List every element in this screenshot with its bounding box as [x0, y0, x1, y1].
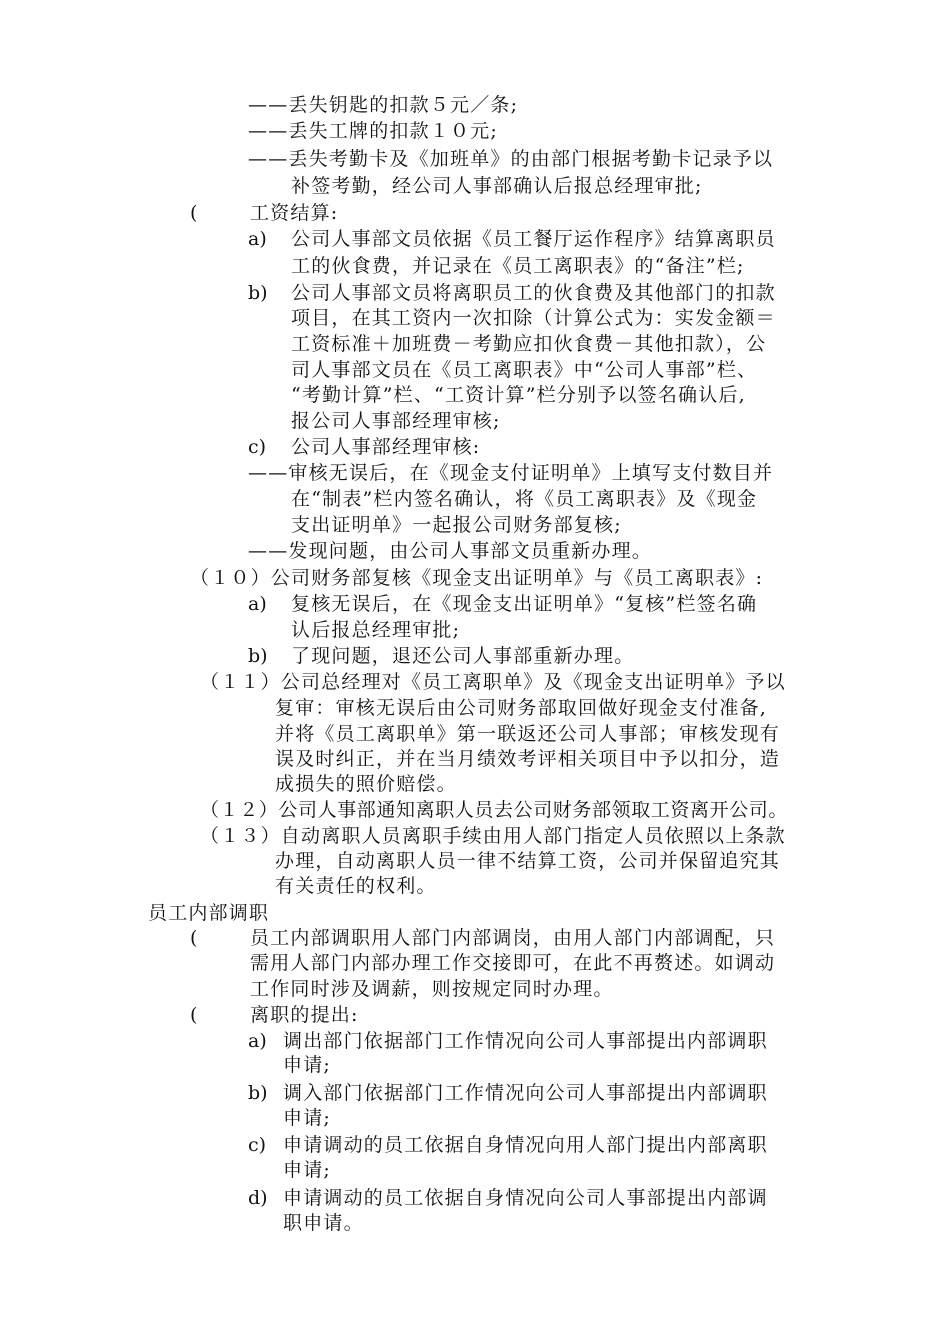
text-line: 工资标准＋加班费－考勤应扣伙食费－其他扣款），公 [291, 333, 767, 355]
list-marker: ( [190, 202, 198, 224]
text-line: ——丢失工牌的扣款１０元; [248, 120, 499, 142]
numbered-item: （１１）公司总经理对《员工离职单》及《现金支出证明单》予以 [200, 671, 786, 693]
text-line: ——发现问题，由公司人事部文员重新办理。 [248, 540, 653, 562]
text-line: 并将《员工离职单》第一联返还公司人事部；审核发现有 [275, 723, 781, 745]
list-marker: a) [248, 593, 267, 615]
text-line: 申请; [283, 1159, 332, 1181]
list-marker: d) [248, 1187, 268, 1209]
text-line: 调入部门依据部门工作情况向公司人事部提出内部调职 [283, 1082, 768, 1104]
text-line: ——丢失钥匙的扣款５元／条; [248, 94, 519, 116]
text-line: 工的伙食费，并记录在《员工离职表》的“备注”栏; [291, 255, 745, 277]
text-line: 公司人事部文员将离职员工的伙食费及其他部门的扣款 [291, 282, 776, 304]
list-marker: b) [248, 1082, 268, 1104]
text-line: 了现问题，退还公司人事部重新办理。 [291, 645, 635, 667]
text-line: 公司人事部经理审核: [291, 436, 481, 458]
numbered-item: （１０）公司财务部复核《现金支出证明单》与《员工离职表》: [190, 567, 764, 589]
section-heading: 工资结算: [250, 202, 339, 224]
numbered-item: （１３）自动离职人员离职手续由用人部门指定人员依照以上条款 [200, 825, 786, 847]
text-line: 职申请。 [283, 1212, 364, 1234]
text-line: 复审：审核无误后由公司财务部取回做好现金支付准备, [275, 697, 768, 719]
text-line: 复核无误后，在《现金支出证明单》“复核”栏签名确 [291, 593, 758, 615]
text-line: 成损失的照价赔偿。 [275, 773, 457, 795]
text-line: 申请调动的员工依据自身情况向用人部门提出内部离职 [283, 1134, 768, 1156]
text-line: 申请; [283, 1107, 332, 1129]
text-line: 司人事部文员在《员工离职表》中“公司人事部”栏、 [291, 359, 758, 381]
text-line: “考勤计算”栏、“工资计算”栏分别予以签名确认后, [291, 384, 746, 406]
text-line: 办理，自动离职人员一律不结算工资，公司并保留追究其 [275, 850, 781, 872]
list-marker: a) [248, 1030, 267, 1052]
text-line: 在“制表”栏内签名确认，将《员工离职表》及《现金 [291, 488, 758, 510]
list-marker: c) [248, 436, 267, 458]
list-marker: ( [190, 927, 198, 949]
text-line: 项目，在其工资内一次扣除（计算公式为：实发金额＝ [291, 307, 776, 329]
text-line: 报公司人事部经理审核; [291, 410, 501, 432]
text-line: 员工内部调职用人部门内部调岗，由用人部门内部调配，只 [250, 927, 776, 949]
text-line: 申请调动的员工依据自身情况向公司人事部提出内部调 [283, 1187, 768, 1209]
list-marker: ( [190, 1004, 198, 1026]
text-line: ——审核无误后，在《现金支付证明单》上填写支付数目并 [248, 462, 774, 484]
list-marker: c) [248, 1134, 267, 1156]
text-line: 工作同时涉及调薪，则按规定同时办理。 [250, 978, 614, 1000]
text-line: 认后报总经理审批; [291, 619, 461, 641]
text-line: 补签考勤，经公司人事部确认后报总经理审批; [291, 175, 703, 197]
list-marker: a) [248, 228, 267, 250]
text-line: 支出证明单》一起报公司财务部复核; [291, 514, 622, 536]
section-heading: 员工内部调职 [148, 902, 270, 924]
text-line: 误及时纠正，并在当月绩效考评相关项目中予以扣分，造 [275, 748, 781, 770]
text-line: 申请; [283, 1054, 332, 1076]
text-line: 有关责任的权利。 [275, 875, 437, 897]
numbered-item: （１２）公司人事部通知离职人员去公司财务部领取工资离开公司。 [200, 799, 789, 821]
section-heading: 离职的提出: [250, 1004, 359, 1026]
text-line: 调出部门依据部门工作情况向公司人事部提出内部调职 [283, 1030, 768, 1052]
text-line: 需用人部门内部办理工作交接即可，在此不再赘述。如调动 [250, 952, 776, 974]
text-line: ——丢失考勤卡及《加班单》的由部门根据考勤卡记录予以 [248, 148, 774, 170]
list-marker: b) [248, 645, 268, 667]
text-line: 公司人事部文员依据《员工餐厅运作程序》结算离职员 [291, 228, 776, 250]
list-marker: b) [248, 282, 268, 304]
